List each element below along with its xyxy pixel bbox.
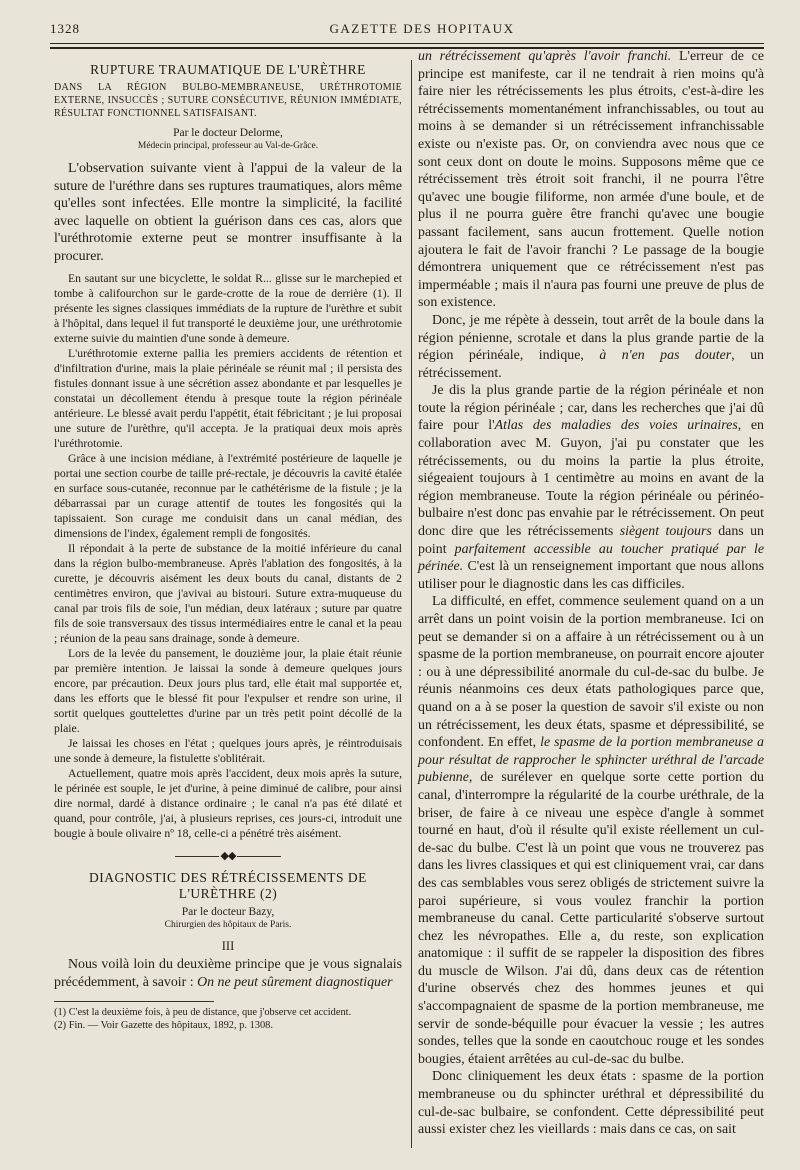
footnote-rule: [54, 1001, 214, 1002]
italic-phrase: le spasme de la portion membraneuse a pour résultat de rapprocher le sphincter uréthral de l'arcade pubienne,: [418, 735, 764, 786]
body-paragraph: Je dis la plus grande partie de la région périnéale et non toute la région périnéale ; car, dans les recherches que j'ai dû faire pour l'Atlas des maladies des voies urinaires, en collaboration avec M. Guyon, j'ai pu constater que les rétrécissements, ou du moins la partie la plus étroite, siégeaient toujours à 1 centimètre au moins en avant de la région membraneuse. Toute la région périnéale ou périnéo-bulbaire n'est donc pas envahie par le rétrécissement. On peut donc dire que les rétrécissements siègent toujours dans un point parfaitement accessible au toucher pratiqué par le périnée. C'est là un renseignement important que nous allons utiliser pour le diagnostic dans les cas difficiles.: [418, 383, 764, 592]
body-paragraph: Donc cliniquement les deux états : spasme de la portion membraneuse ou du sphincter uréthral et dépressibilité du cul-de-sac bulbaire, se confondent. Cette dépressibilité peut aussi exister chez les vieillards : mais dans ce cas, on sait: [418, 1069, 764, 1138]
ornament-glyph: ◆◆: [220, 850, 236, 862]
body-paragraph: Donc, je me répète à dessein, tout arrêt de la boule dans la région pénienne, scrotale et dans la plus grande partie de la région périnéale, indique, à n'en pas douter, un rétrécissement.: [418, 312, 764, 381]
body-paragraph: Il répondait à la perte de substance de la moitié inférieure du canal dans la région bulbo-membraneuse. Après l'ablation des fongosités, à la curette, je découvris aisément les deux bouts du canal, distants de 2 centimètres environ, que j'avivai au bistouri. Suture extra-muqueuse du canal par trois fils de soie, l'un médian, deux latéraux ; suture par quatre fils de soie transversaux des tissus intermédiaires entre le canal et la peau ; réunion de la peau sans drainage, sonde à demeure.: [54, 542, 402, 645]
body-paragraph: un rétrécissement qu'après l'avoir franchi. L'erreur de ce principe est manifeste, car il ne tendrait à rien moins qu'à faire nier les rétrécissements les plus étroits, c'est-à-dire les rétrécissements momentanément infranchissables, ou tout au moins à se demander si un rétrécissement infranchissable existe ou n'existe pas. Or, on conviendra avec nous que ce sont ceux dont on doute le moins. Supposons même que ce rétrécissement très étroit soit franchi, il ne pourra l'être qu'avec une bougie filiforme, non armée d'une boule, et de plus il ne pourra guère être franchi qu'avec une bougie passant facilement, sans aucun frottement. Quelle notion ajoutera le fait de l'avoir franchi ? Le passage de la bougie démontrera uniquement que ce rétrécissement n'est pas imperméable ; mais il n'aura pas fourni une preuve de plus de son existence.: [418, 49, 764, 311]
author-affiliation: Médecin principal, professeur au Val-de-Grâce.: [137, 141, 319, 151]
body-paragraph: En sautant sur une bicyclette, le soldat R... glisse sur le marchepied et tombe à califourchon sur le garde-crotte de la roue de derrière (1). Il présente les signes classiques immédiats de la rupture de l'urèthre et subit à l'hôpital, dans lequel il fut transporté le deuxième jour, une uréthrotomie externe suivie du maintien d'une sonde à demeure.: [54, 272, 402, 345]
italic-phrase: On ne peut sûrement diagnostiquer: [197, 974, 393, 990]
header-rule-thin: [50, 43, 764, 44]
article-subtitle: DANS LA RÉGION BULBO-MEMBRANEUSE, URÉTHROTOMIE EXTERNE, INSUCCÈS ; SUTURE CONSÉCUTIVE, RÉUNION IMMÉDIATE, RÉSULTAT FONCTIONNEL SATISFAISANT.: [54, 82, 402, 119]
italic-phrase: à n'en pas douter: [599, 348, 732, 364]
body-paragraph: L'uréthrotomie externe pallia les premiers accidents de rétention et d'infiltration d'urine, mais la plaie périnéale se réunit mal ; il persista des fistules donnant issue à une sécrétion assez abondante et par lesquelles je constatai un décollement étendu à presque toute la région périnéale antérieure. Le blessé avait perdu l'appétit, était fébricitant ; je lui proposai une suture de l'urèthre, qu'il accepta. Je la pratiquai deux mois après l'uréthrotomie.: [54, 347, 402, 450]
body-paragraph: Actuellement, quatre mois après l'accident, deux mois après la suture, le périnée est souple, le jet d'urine, à peine diminué de calibre, pour ainsi dire normal, dardé à distance ordinaire ; le canal n'a pas été dilaté et quand, pour contrôle, j'ai, à plusieurs reprises, ces jours-ci, introduit une bougie à boule olivaire nº 18, celle-ci a pénétré très aisément.: [54, 767, 402, 840]
body-paragraph: Nous voilà loin du deuxième principe que je vous signalais précédemment, à savoir : On ne peut sûrement diagnostiquer: [54, 957, 402, 990]
journal-title: GAZETTE DES HOPITAUX: [329, 21, 515, 36]
body-paragraph: La difficulté, en effet, commence seulement quand on a un arrêt dans un point voisin de la portion membraneuse. Ici on peut se demander si on a affaire à un rétrécissement ou à un spasme de la portion membraneuse, on pourrait encore ajouter : ou à une dépressibilité anormale du cul-de-sac du bulbe. Je réunis néanmoins ces deux états pathologiques parce que, quand on a à se poser la question de savoir s'il existe ou non un rétrécissement, les deux états, spasme et dépressibilité, se confondent. En effet, le spasme de la portion membraneuse a pour résultat de rapprocher le sphincter uréthral de l'arcade pubienne, de surélever en quelque sorte cette portion du canal, d'interrompre la régularité de la courbe uréthrale, de la briser, de faire à ce niveau une espèce d'angle à sommet tourné en haut, d'où il résulte qu'il existe réellement un cul-de-sac du bulbe. C'est là un point que vous ne trouverez pas dans les livres classiques et qui est cliniquement vrai, car dans des cas semblables vous serez obligés de strictement suivre la paroi supérieure, si vous voulez franchir la portion membraneuse du canal. Cette particularité s'observe surtout chez les névropathes. Elle a, du reste, son explication anatomique : il suffit de se rappeler la disposition des fibres du muscle de Wilson. J'ai dû, dans deux cas de rétention d'urine observés chez des hommes jeunes et qui s'accompagnaient de spasme de la portion membraneuse, me servir de sonde-béquille pour évacuer la vessie ; les autres sondes, telles que la sonde en caoutchouc rouge et les sondes bougies, étaient arrêtées au cul-de-sac du bulbe.: [418, 594, 765, 1067]
page-number: 1328: [50, 21, 80, 36]
footnote: (2) Fin. — Voir Gazette des hôpitaux, 1892, p. 1308.: [54, 1020, 273, 1031]
article-title: DIAGNOSTIC DES RÉTRÉCISSEMENTS DE L'URÈTHRE (2): [89, 870, 367, 901]
article-author: Par le docteur Bazy,: [181, 906, 275, 918]
article-title: RUPTURE TRAUMATIQUE DE L'URÈTHRE: [90, 62, 366, 77]
lead-paragraph: L'observation suivante vient à l'appui de la valeur de la suture de l'uréthre dans ses ruptures traumatiques, alors même qu'elles sont infectées. Elle montre la simplicité, la facilité avec laquelle on obtient la guérison dans ces cas, alors que l'uréthrotomie externe peut se montrer insuffisante à la procurer.: [54, 161, 402, 264]
body-paragraph: Je laissai les choses en l'état ; quelques jours après, je réintroduisais une sonde à demeure, la fistulette s'oblitérait.: [54, 737, 402, 765]
column-divider: [411, 60, 412, 1148]
body-paragraph: Grâce à une incision médiane, à l'extrémité postérieure de laquelle je portai une section courbe de taille pré-rectale, je découvris la cavité étalée en surface sous-cutanée, reconnue par le cathétérisme de la fistule ; je la débarrassai par un curage attentif de toutes les fongosités qui la tapissaient. Son curage me conduisit dans un canal médian, des dimensions de l'index, également rempli de fongosités.: [54, 452, 402, 540]
left-column: [54, 62, 402, 1032]
running-header: [50, 18, 764, 40]
body-paragraph: Lors de la levée du pansement, le douzième jour, la plaie était réunie par première intention. Je laissai la sonde à demeure quelques jours encore, par précaution. Deux jours plus tard, elle était mal supportée et, dans les efforts que le blessé fit pour l'expulser et rendre son urine, il sortit quelques gouttelettes d'urine par un très petit point décollé de la plaie.: [54, 647, 402, 735]
italic-phrase: siègent toujours: [619, 524, 712, 540]
italic-phrase: parfaitement accessible au toucher pratiqué par le périnée.: [418, 541, 764, 575]
article-author: Par le docteur Delorme,: [173, 127, 283, 139]
italic-phrase: un rétrécissement qu'après l'avoir franchi.: [418, 49, 672, 64]
right-column: [418, 48, 764, 1139]
footnote: (1) C'est la deuxième fois, à peu de distance, que j'observe cet accident.: [54, 1007, 352, 1018]
section-number: III: [221, 939, 235, 953]
section-ornament: [54, 849, 402, 862]
italic-phrase: Atlas des maladies des voies urinaires: [494, 418, 738, 434]
author-affiliation: Chirurgien des hôpitaux de Paris.: [164, 920, 292, 930]
